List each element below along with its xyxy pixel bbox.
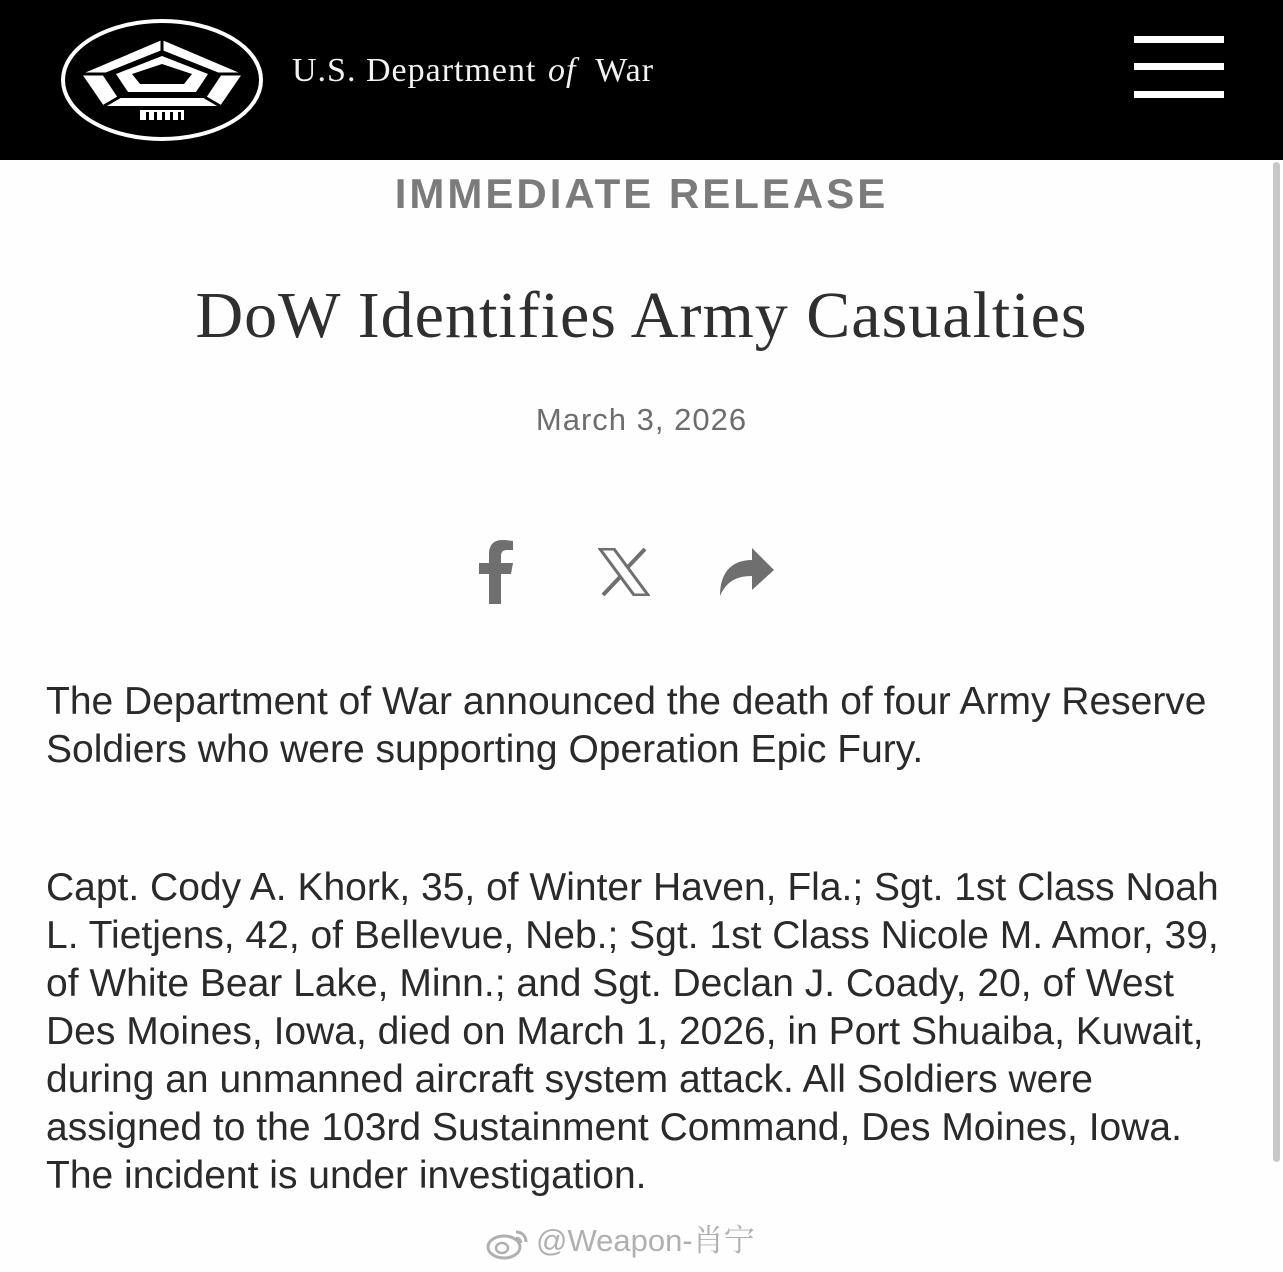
menu-bar-top <box>1134 36 1224 43</box>
article-paragraph-intro: The Department of War announced the death of four Army Reserve Soldiers who were supporting Operation Epic Fury. <box>46 680 1207 771</box>
brand-suffix: War <box>595 52 655 89</box>
watermark-text: @Weapon-肖宁 <box>536 1223 755 1258</box>
release-date: March 3, 2026 <box>535 402 748 437</box>
brand-prefix: U.S. Department <box>292 52 537 89</box>
share-arrow-icon[interactable] <box>718 546 776 610</box>
menu-bar-middle <box>1134 63 1224 70</box>
facebook-icon[interactable] <box>478 540 514 604</box>
page-title: DoW Identifies Army Casualties <box>195 279 1088 352</box>
hamburger-menu-icon[interactable] <box>1130 36 1224 100</box>
pentagon-seal-icon[interactable] <box>60 18 264 142</box>
release-kicker: IMMEDIATE RELEASE <box>394 170 889 217</box>
share-bar <box>0 540 1283 610</box>
watermark <box>486 1215 755 1260</box>
brand-of: of <box>547 52 577 89</box>
article-paragraph-details: Capt. Cody A. Khork, 35, of Winter Haven, Fla.; Sgt. 1st Class Noah L. Tietjens, 42, of Bellevue, Neb.; Sgt. 1st Class Nicole M. Amor, 39, of White Bear Lake, Minn.; and Sgt. Declan J. Coady, 20, of West Des Moines, Iowa, died on March 1, 2026, in Port Shuaiba, Kuwait, during an unmanned aircraft system attack. All Soldiers were assigned to the 103rd Sustainment Command, Des Moines, Iowa. The incident is under investigation. <box>46 866 1219 1197</box>
x-icon[interactable] <box>598 548 650 612</box>
site-brand[interactable] <box>292 52 654 90</box>
weibo-icon <box>486 1226 530 1260</box>
site-header <box>0 0 1283 160</box>
menu-bar-bottom <box>1134 91 1224 98</box>
